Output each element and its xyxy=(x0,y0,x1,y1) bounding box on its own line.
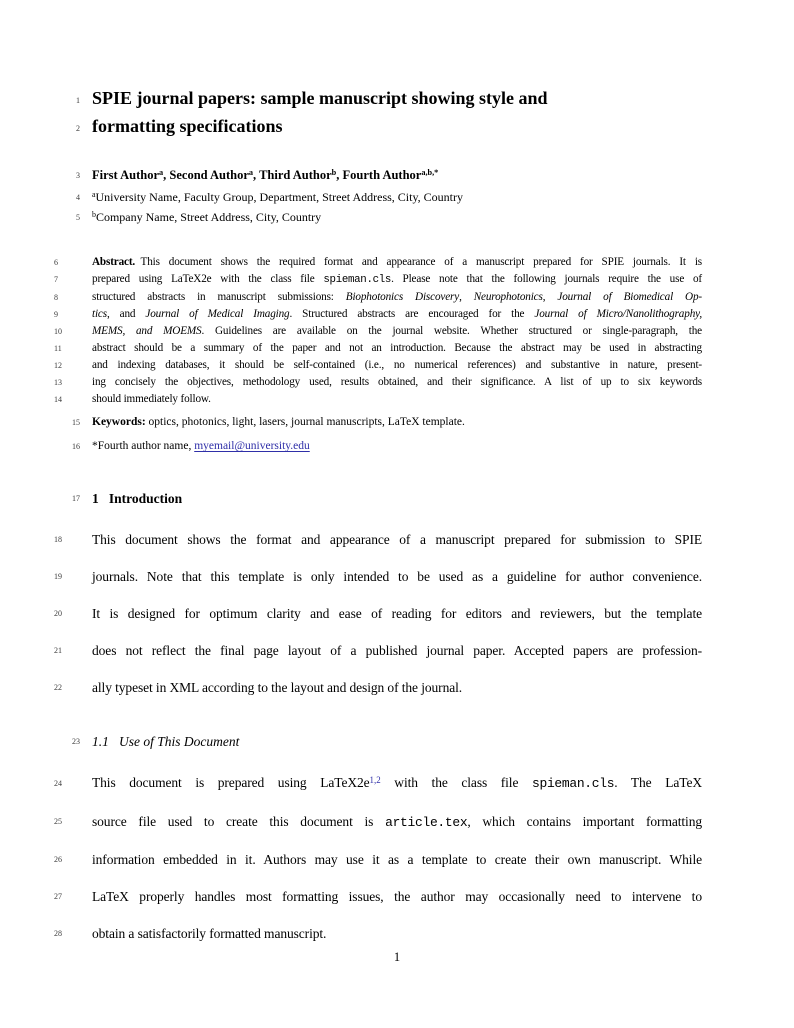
document-line xyxy=(72,489,702,509)
text-segment: a xyxy=(159,167,164,177)
paragraph-block xyxy=(54,521,702,706)
text-segment: This document shows the format and appearance of a manuscript prepared for submission to SPIE xyxy=(92,532,702,547)
line-number: 22 xyxy=(54,682,62,692)
document-line xyxy=(76,188,702,208)
document-line xyxy=(54,764,702,803)
text-segment: article.tex xyxy=(385,815,468,830)
text-segment: , which contains important formatting xyxy=(467,814,702,829)
line-number: 19 xyxy=(54,571,62,581)
line-number: 2 xyxy=(76,123,80,133)
text-segment: b xyxy=(92,210,96,220)
text-segment: Keywords: xyxy=(92,416,146,428)
document-line xyxy=(54,374,702,391)
document-line xyxy=(54,271,702,289)
line-number: 27 xyxy=(54,891,62,901)
text-segment: . Guidelines are available on the journal website. Whether structured or single-paragraph, the xyxy=(201,325,702,337)
text-segment: Neurophotonics xyxy=(473,291,543,303)
document-line xyxy=(76,112,702,140)
document-line xyxy=(54,289,703,306)
line-number: 14 xyxy=(54,394,62,404)
text-segment: 1 Introduction xyxy=(92,491,183,506)
document-line xyxy=(54,391,702,408)
text-segment: optics, photonics, light, lasers, journal manuscripts, LaTeX template. xyxy=(145,416,465,428)
text-segment: ing concisely the objectives, methodology used, results obtained, and their significance. A list of up to six keywords xyxy=(92,376,702,388)
text-segment: spieman.cls xyxy=(532,776,615,791)
document-line xyxy=(54,595,702,632)
text-segment: obtain a satisfactorily formatted manuscript. xyxy=(92,926,327,941)
text-segment: structured abstracts in manuscript submissions: xyxy=(92,291,346,303)
email-link[interactable]: myemail@university.edu xyxy=(194,440,310,452)
text-segment: abstract should be a summary of the paper and not an introduction. Because the abstract may be used in abstracting xyxy=(92,342,702,354)
text-segment: . The LaTeX xyxy=(614,775,702,790)
document-line xyxy=(72,732,702,752)
text-segment: a,b,* xyxy=(421,167,439,177)
document-line xyxy=(54,558,702,595)
text-segment: should immediately follow. xyxy=(92,393,211,405)
text-segment: It is designed for optimum clarity and ease of reading for editors and reviewers, but the template xyxy=(92,606,702,621)
line-number: 24 xyxy=(54,778,62,788)
document-line xyxy=(72,438,702,455)
text-segment: , and xyxy=(106,308,146,320)
abstract-block xyxy=(54,254,703,408)
text-segment: MEMS, and MOEMS xyxy=(92,325,202,337)
line-number: 8 xyxy=(54,292,58,302)
text-segment: source file used to create this document is xyxy=(92,814,386,829)
text-segment: *Fourth author name, xyxy=(92,440,195,452)
document-line xyxy=(54,306,702,323)
authors-block xyxy=(76,166,702,186)
text-segment: Journal of Biomedical Op- xyxy=(557,291,703,303)
citation-link[interactable]: 1,2 xyxy=(369,774,381,785)
text-segment: journals. Note that this template is only intended to be used as a guideline for author convenience. xyxy=(92,569,702,584)
text-segment: University Name, Faculty Group, Department, Street Address, City, Country xyxy=(95,190,464,204)
line-number: 3 xyxy=(76,171,80,180)
line-number: 1 xyxy=(76,95,80,105)
line-number: 7 xyxy=(54,275,58,284)
text-segment: . Structured abstracts are encouraged for the xyxy=(289,308,535,320)
text-segment: a xyxy=(248,167,254,177)
text-segment: prepared using LaTeX2e with the class file xyxy=(92,273,324,285)
text-segment: First Author xyxy=(92,168,160,182)
text-segment: and indexing databases, it should be self-contained (i.e., no numerical references) and substantive in nature, present- xyxy=(92,359,702,371)
text-segment: b xyxy=(331,167,337,177)
text-segment: . Please note that the following journals require the use of xyxy=(391,273,702,285)
line-number: 11 xyxy=(54,343,62,353)
line-number: 5 xyxy=(76,213,80,222)
text-segment: ally typeset in XML according to the layout and design of the journal. xyxy=(92,680,463,695)
text-segment: with the class file xyxy=(380,775,532,790)
document-body xyxy=(54,84,703,952)
line-number: 25 xyxy=(54,817,62,826)
text-segment: , xyxy=(542,291,558,303)
text-segment: , Second Author xyxy=(163,168,249,182)
text-segment: spieman.cls xyxy=(323,274,392,286)
text-segment: LaTeX properly handles most formatting issues, the author may occasionally need to intervene to xyxy=(92,889,702,904)
text-segment: , Third Author xyxy=(253,168,332,182)
author-note-block xyxy=(72,438,702,455)
line-number: 20 xyxy=(54,608,62,618)
text-segment: Abstract. xyxy=(92,256,136,268)
document-line xyxy=(54,841,702,878)
line-number: 10 xyxy=(54,326,62,336)
line-number: 9 xyxy=(54,309,58,319)
line-number: 21 xyxy=(54,645,62,655)
document-line xyxy=(54,357,702,374)
section-heading-block xyxy=(72,489,702,509)
title-block xyxy=(76,84,702,140)
document-line xyxy=(54,632,702,669)
page-number: 1 xyxy=(393,950,401,964)
text-segment: SPIE journal papers: sample manuscript showing style and xyxy=(92,88,548,108)
document-line xyxy=(54,254,702,271)
text-segment: does not reflect the final page layout of a published journal paper. Accepted papers are profession- xyxy=(92,643,702,658)
document-line xyxy=(54,669,702,706)
keywords-block xyxy=(72,414,702,431)
text-segment: This document is prepared using LaTeX2e xyxy=(92,775,370,790)
line-number: 16 xyxy=(72,441,80,451)
paragraph-block xyxy=(54,764,702,952)
document-line xyxy=(54,340,702,357)
document-line xyxy=(54,323,702,340)
text-segment: tics xyxy=(92,308,107,320)
text-segment: Journal of Medical Imaging xyxy=(145,308,290,320)
text-segment: formatting specifications xyxy=(92,116,283,136)
document-line xyxy=(54,521,702,558)
line-number: 6 xyxy=(54,257,58,267)
document-line xyxy=(54,803,702,841)
line-number: 26 xyxy=(54,854,62,864)
text-segment: a xyxy=(92,190,96,200)
affiliations-block xyxy=(76,188,702,228)
text-segment: Biophotonics Discovery xyxy=(345,291,460,303)
text-segment: , xyxy=(459,291,474,303)
line-number: 23 xyxy=(72,737,80,746)
document-line xyxy=(54,915,702,952)
text-segment: This document shows the required format and appearance of a manuscript prepared for SPIE journals. It is xyxy=(135,256,702,268)
text-segment: 1.1 Use of This Document xyxy=(92,734,240,749)
line-number: 15 xyxy=(72,417,80,427)
document-line xyxy=(72,414,702,431)
document-line xyxy=(76,208,702,228)
text-segment: information embedded in it. Authors may use it as a template to create their own manuscript. While xyxy=(92,852,702,867)
line-number: 12 xyxy=(54,360,62,370)
subsection-heading-block xyxy=(72,732,702,752)
text-segment: , Fourth Author xyxy=(336,168,422,182)
line-number: 17 xyxy=(72,494,80,503)
document-line xyxy=(54,878,702,915)
document-line xyxy=(76,84,702,112)
line-number: 18 xyxy=(54,534,62,544)
line-number: 4 xyxy=(76,193,80,202)
text-segment: Company Name, Street Address, City, Country xyxy=(95,210,322,224)
line-number: 13 xyxy=(54,377,62,387)
text-segment: Journal of Micro/Nanolithography, xyxy=(534,308,702,320)
line-number: 28 xyxy=(54,928,62,938)
document-line xyxy=(76,166,702,186)
